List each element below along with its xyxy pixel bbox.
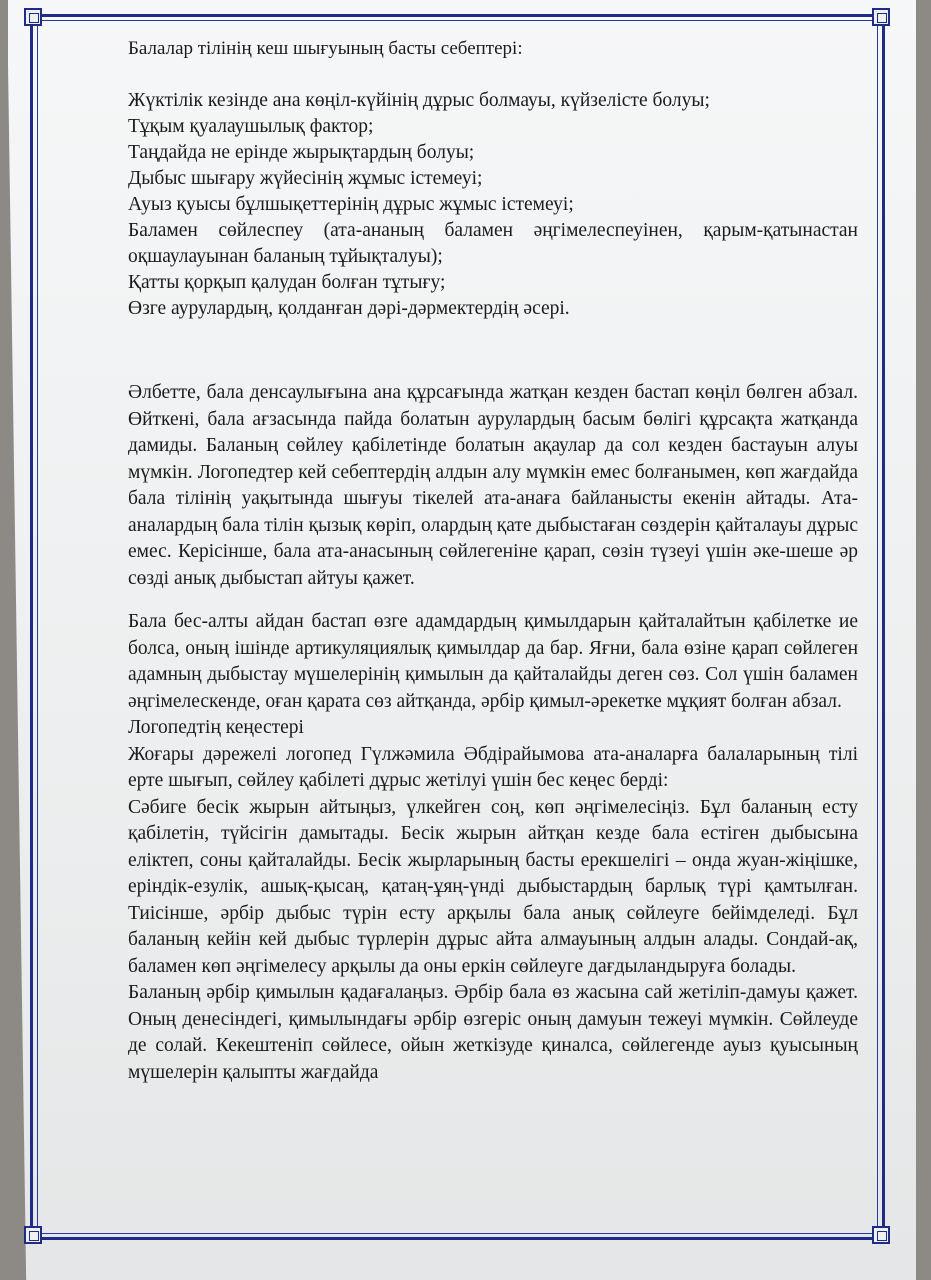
- list-item: Тұқым қуалаушылық фактор;: [128, 116, 374, 137]
- document-title: Балалар тілінің кеш шығуының басты себептері:: [128, 38, 523, 59]
- list-item: Жүктілік кезінде ана көңіл-күйінің дұрыс болмауы, күйзелісте болуы;: [128, 90, 710, 111]
- corner-ornament-bottom-left: [24, 1226, 42, 1244]
- list-item: Қатты қорқып қалудан болған тұтығу;: [128, 272, 446, 293]
- paragraph-intro-advice: Жоғары дәрежелі логопед Гүлжәмила Әбдірайымова ата-аналарға балаларының тілі ерте шығып, сөйлеу қабілеті дұрыс жетілуі үшін бес кеңес берді:: [128, 743, 858, 791]
- corner-ornament-bottom-right: [872, 1226, 890, 1244]
- paragraph-movement: Баланың әрбір қимылын қадағалаңыз. Әрбір бала өз жасына сай жетіліп-дамуы қажет. Оның денесіндегі, қимылындағы әрбір өзгеріс оның дамуын тежеуі мүмкін. Сөйлеуде де солай. Кекештеніп сөйлесе, ойын жеткізуде қиналса, сөйлегенде ауыз қуысының мүшелерін қалыпты жағдайда: [128, 982, 858, 1083]
- corner-ornament-top-right: [872, 8, 890, 26]
- paragraph-imitation: Бала бес-алты айдан бастап өзге адамдардың қимылдарын қайталайтын қабілетке ие болса, оның ішінде артикуляциялық қимылдар да бар. Яғни, бала өзіне қарап сөйлеген адамның дыбыстау мүшелерінің қимылын да қайталайды деген сөз. Сол үшін баламен әңгімелескенде, оған қарата сөз айтқанда, әрбір қимыл-әрекетке мұқият болған абзал.: [128, 611, 858, 712]
- corner-ornament-top-left: [24, 8, 42, 26]
- paragraph-lullaby: Сәбиге бесік жырын айтыңыз, үлкейген соң, көп әңгімелесіңіз. Бұл баланың есту қабілетін, түйсігін дамытады. Бесік жырын айтқан кезде бала естіген дыбысына еліктеп, соны қайталайды. Бесік жырларының басты ерекшелігі – онда жуан-жіңішке, еріндік-езулік, ашық-қысаң, қатаң-ұяң-үнді дыбыстардың барлық түрі қамтылған. Тиісінше, әрбір дыбыс түрін есту арқылы бала анық сөйлеуге бейімделеді. Бұл баланың кейін кей дыбыс түрлерін дұрыс айта алмауының алдын алады. Сондай-ақ, баламен көп әңгімелесу арқылы да оны еркін сөйлеуге дағдыландыруға болады.: [128, 796, 858, 977]
- list-item: Өзге аурулардың, қолданған дәрі-дәрмектердің әсері.: [128, 298, 570, 319]
- paragraph-health: Әлбетте, бала денсаулығына ана құрсағында жатқан кезден бастап көңіл бөлген абзал. Өйткені, бала ағзасында пайда болатын аурулардың басым бөлігі құрсақта жатқанда дамиды. Баланың сөйлеу қабілетінде болатын ақаулар да сол кезден бастауын алуы мүмкін. Логопедтер кей себептердің алдын алу мүмкін емес болғанымен, көп жағдайда бала тілінің уақытында шығуы тікелей ата-анаға байланысты екенін айтады. Ата-аналардың бала тілін қызық көріп, олардың қате дыбыстаған сөздерін қайталауы дұрыс емес. Керісінше, бала ата-анасының сөйлегеніне қарап, сөзін түзеуі үшін әке-шеше әр сөзді анық дыбыстап айтуы қажет.: [128, 382, 858, 589]
- section-heading: Логопедтің кеңестері: [128, 717, 304, 738]
- causes-list: [128, 88, 858, 322]
- list-item: Ауыз қуысы бұлшықеттерінің дұрыс жұмыс істемеуі;: [128, 194, 574, 215]
- list-item: Баламен сөйлеспеу (ата-ананың баламен әңгімелеспеуінен, қарым-қатынастан оқшаулауынан баланың тұйықталуы);: [128, 220, 858, 267]
- list-item: Дыбыс шығару жүйесінің жұмыс істемеуі;: [128, 168, 483, 189]
- document-body: [128, 36, 858, 1086]
- list-item: Таңдайда не еріндe жырықтардың болуы;: [128, 142, 475, 163]
